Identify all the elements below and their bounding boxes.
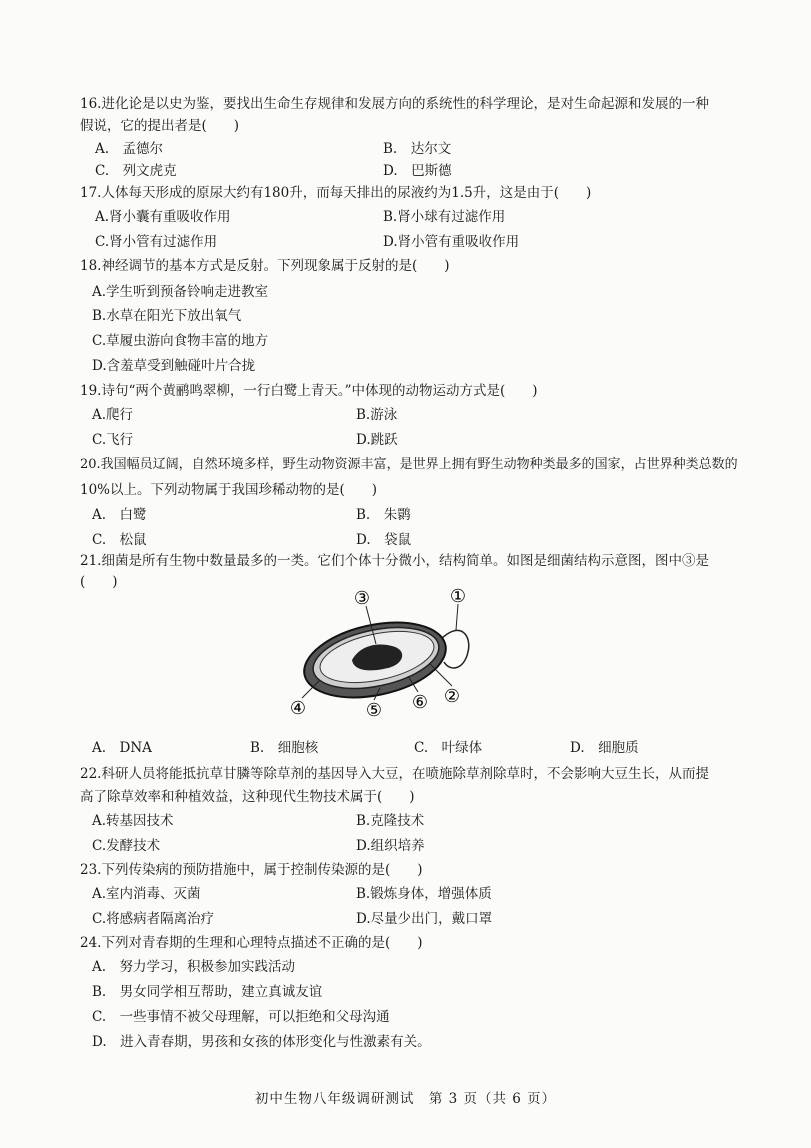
question-24-option-d: D. 进入青春期，男孩和女孩的体形变化与性激素有关。 — [92, 1034, 431, 1050]
bacterium-structure-diagram — [280, 580, 480, 720]
question-17-stem: 17.人体每天形成的原尿大约有180升，而每天排出的尿液约为1.5升，这是由于( ) — [80, 185, 592, 201]
question-24-stem: 24.下列对青春期的生理和心理特点描述不正确的是( ) — [80, 935, 423, 951]
question-17-option-a: A.肾小囊有重吸收作用 — [95, 209, 231, 225]
question-21-option-d: D. 细胞质 — [570, 740, 639, 756]
question-23-option-b: B.锻炼身体，增强体质 — [356, 886, 492, 902]
question-17-option-c: C.肾小管有过滤作用 — [95, 234, 218, 250]
question-21-option-b: B. 细胞核 — [250, 740, 319, 756]
figure-label-6: ⑥ — [411, 692, 429, 713]
question-16-option-d: D. 巴斯德 — [383, 163, 452, 179]
question-20-option-a: A. 白鹭 — [92, 507, 147, 523]
question-19-stem: 19.诗句“两个黄鹂鸣翠柳，一行白鹭上青天。”中体现的动物运动方式是( ) — [80, 383, 538, 399]
question-18-option-b: B.水草在阳光下放出氧气 — [92, 308, 242, 324]
question-18-option-d: D.含羞草受到触碰叶片合拢 — [92, 358, 256, 374]
figure-label-2: ② — [443, 686, 461, 707]
question-24-option-a: A. 努力学习，积极参加实践活动 — [92, 959, 296, 975]
question-19-option-b: B.游泳 — [356, 407, 398, 423]
question-16-option-c: C. 列文虎克 — [95, 163, 177, 179]
question-21-option-a: A. DNA — [92, 740, 152, 756]
figure-label-5: ⑤ — [365, 700, 383, 720]
question-19-option-d: D.跳跃 — [356, 432, 398, 448]
question-21-option-c: C. 叶绿体 — [414, 740, 483, 756]
question-23-option-a: A.室内消毒、灭菌 — [92, 886, 201, 902]
question-22-option-a: A.转基因技术 — [92, 813, 174, 829]
question-23-option-d: D.尽量少出门，戴口罩 — [356, 911, 493, 927]
question-20-option-d: D. 袋鼠 — [356, 532, 412, 548]
question-22-option-b: B.克隆技术 — [356, 813, 425, 829]
question-21-stem-line-1: 21.细菌是所有生物中数量最多的一类。它们个体十分微小，结构简单。如图是细菌结构示意图，图中③是 — [80, 553, 709, 569]
question-20-stem-line-2: 10%以上。下列动物属于我国珍稀动物的是( ) — [80, 482, 378, 498]
question-24-option-b: B. 男女同学相互帮助，建立真诚友谊 — [92, 984, 323, 1000]
question-22-stem-line-2: 高了除草效率和种植效益，这种现代生物技术属于( ) — [80, 789, 415, 805]
question-18-stem: 18.神经调节的基本方式是反射。下列现象属于反射的是( ) — [80, 258, 450, 274]
question-20-option-c: C. 松鼠 — [92, 532, 147, 548]
page-footer: 初中生物八年级调研测试 第 3 页（共 6 页） — [254, 1091, 557, 1107]
question-22-option-d: D.组织培养 — [356, 838, 425, 854]
question-23-stem: 23.下列传染病的预防措施中，属于控制传染源的是( ) — [80, 862, 423, 878]
question-16-option-a: A. 孟德尔 — [95, 141, 164, 157]
question-18-option-a: A.学生听到预备铃响走进教室 — [92, 284, 269, 300]
question-17-option-d: D.肾小管有重吸收作用 — [383, 234, 520, 250]
question-16-stem-line-1: 16.进化论是以史为鉴，要找出生命生存规律和发展方向的系统性的科学理论，是对生命起源和发展的一种 — [80, 96, 709, 112]
question-16-option-b: B. 达尔文 — [383, 141, 452, 157]
question-22-stem-line-1: 22.科研人员将能抵抗草甘膦等除草剂的基因导入大豆，在喷施除草剂除草时，不会影响大豆生长，从而提 — [80, 766, 709, 782]
question-24-option-c: C. 一些事情不被父母理解，可以拒绝和父母沟通 — [92, 1009, 390, 1025]
question-16-stem-line-2: 假说，它的提出者是( ) — [80, 118, 240, 134]
question-23-option-c: C.将感病者隔离治疗 — [92, 911, 215, 927]
figure-label-3: ③ — [353, 588, 371, 609]
figure-label-1: ① — [449, 586, 467, 607]
question-17-option-b: B.肾小球有过滤作用 — [383, 209, 506, 225]
question-20-option-b: B. 朱鹮 — [356, 507, 411, 523]
question-22-option-c: C.发酵技术 — [92, 838, 161, 854]
question-19-option-a: A.爬行 — [92, 407, 134, 423]
question-21-stem-line-2: ( ) — [80, 574, 118, 590]
question-19-option-c: C.飞行 — [92, 432, 134, 448]
question-18-option-c: C.草履虫游向食物丰富的地方 — [92, 333, 269, 349]
question-20-stem-line-1: 20.我国幅员辽阔，自然环境多样，野生动物资源丰富，是世界上拥有野生动物种类最多的国家，占世界种类总数的 — [80, 457, 738, 472]
figure-label-4: ④ — [289, 698, 307, 719]
